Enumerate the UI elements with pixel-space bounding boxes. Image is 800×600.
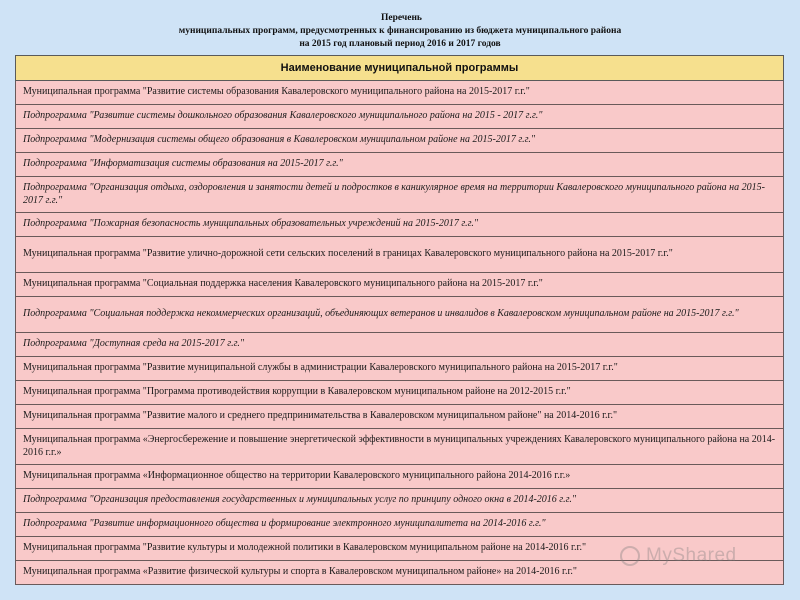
table-row bbox=[16, 561, 784, 585]
subprogram-cell: Подпрограмма "Социальная поддержка некоммерческих организаций, объединяющих ветеранов и инвалидов в Кавалеровском муниципальном районе на 2015-2017 г.г." bbox=[16, 297, 784, 333]
subprogram-cell: Подпрограмма "Организация отдыха, оздоровления и занятости детей и подростков в каникулярное время на территории Кавалеровского муниципального района на 2015-2017 г.г." bbox=[16, 177, 784, 213]
program-cell: Муниципальная программа «Информационное общество на территории Кавалеровского муниципального района 2014-2016 г.г.» bbox=[16, 465, 784, 489]
program-cell: Муниципальная программа "Развитие культуры и молодежной политики в Кавалеровском муниципальном районе на 2014-2016 г.г." bbox=[16, 537, 784, 561]
subprogram-cell: Подпрограмма "Организация предоставления государственных и муниципальных услуг по принципу одного окна в 2014-2016 г.г." bbox=[16, 489, 784, 513]
program-cell: Муниципальная программа "Развитие муниципальной службы в администрации Кавалеровского муниципального района на 2015-2017 г.г." bbox=[16, 357, 784, 381]
table-row bbox=[16, 357, 784, 381]
table-row bbox=[16, 153, 784, 177]
title-line-1: Перечень bbox=[381, 13, 422, 23]
program-cell: Муниципальная программа "Развитие малого и среднего предпринимательства в Кавалеровском муниципальном районе" на 2014-2016 г.г." bbox=[16, 405, 784, 429]
table-row bbox=[16, 105, 784, 129]
table-row bbox=[16, 177, 784, 213]
table-header: Наименование муниципальной программы bbox=[16, 56, 784, 81]
table-row bbox=[16, 129, 784, 153]
table-row bbox=[16, 273, 784, 297]
watermark-text: MyShared bbox=[646, 545, 737, 566]
subprogram-cell: Подпрограмма "Информатизация системы образования на 2015-2017 г.г." bbox=[16, 153, 784, 177]
program-cell: Муниципальная программа "Программа противодействия коррупции в Кавалеровском муниципальном районе на 2012-2015 г.г." bbox=[16, 381, 784, 405]
table-row bbox=[16, 465, 784, 489]
program-cell: Муниципальная программа «Развитие физической культуры и спорта в Кавалеровском муниципальном районе» на 2014-2016 г.г." bbox=[16, 561, 784, 585]
program-cell: Муниципальная программа «Энергосбережение и повышение энергетической эффективности в муниципальных учреждениях Кавалеровского муниципального района на 2014-2016 г.г.» bbox=[16, 429, 784, 465]
table-row bbox=[16, 237, 784, 273]
subprogram-cell: Подпрограмма "Пожарная безопасность муниципальных образовательных учреждений на 2015-2017 г.г." bbox=[16, 213, 784, 237]
subprogram-cell: Подпрограмма "Развитие системы дошкольного образования Кавалеровского муниципального района на 2015 - 2017 г.г." bbox=[16, 105, 784, 129]
subprogram-cell: Подпрограмма "Модернизация системы общего образования в Кавалеровском муниципальном районе на 2015-2017 г.г." bbox=[16, 129, 784, 153]
table-row bbox=[16, 333, 784, 357]
table-header-row bbox=[16, 56, 784, 81]
program-cell: Муниципальная программа "Развитие системы образования Кавалеровского муниципального района на 2015-2017 г.г." bbox=[16, 81, 784, 105]
table-row bbox=[16, 81, 784, 105]
table-body bbox=[16, 81, 784, 585]
table-row bbox=[16, 537, 784, 561]
title-line-2: муниципальных программ, предусмотренных к финансированию из бюджета муниципального района bbox=[178, 26, 622, 36]
subprogram-cell: Подпрограмма "Доступная среда на 2015-2017 г.г." bbox=[16, 333, 784, 357]
program-cell: Муниципальная программа "Социальная поддержка населения Кавалеровского муниципального района на 2015-2017 г.г." bbox=[16, 273, 784, 297]
subprogram-cell: Подпрограмма "Развитие информационного общества и формирование электронного муниципалитета на 2014-2016 г.г." bbox=[16, 513, 784, 537]
table-row bbox=[16, 489, 784, 513]
table-row bbox=[16, 513, 784, 537]
table-row bbox=[16, 297, 784, 333]
programs-table bbox=[15, 55, 784, 585]
table-row bbox=[16, 381, 784, 405]
title-line-3: на 2015 год плановый период 2016 и 2017 годов bbox=[299, 39, 501, 49]
table-row bbox=[16, 213, 784, 237]
document-title bbox=[0, 12, 800, 51]
table-row bbox=[16, 429, 784, 465]
table-row bbox=[16, 405, 784, 429]
program-cell: Муниципальная программа "Развитие улично-дорожной сети сельских поселений в границах Кавалеровского муниципального района на 2015-2017 г.г." bbox=[16, 237, 784, 273]
